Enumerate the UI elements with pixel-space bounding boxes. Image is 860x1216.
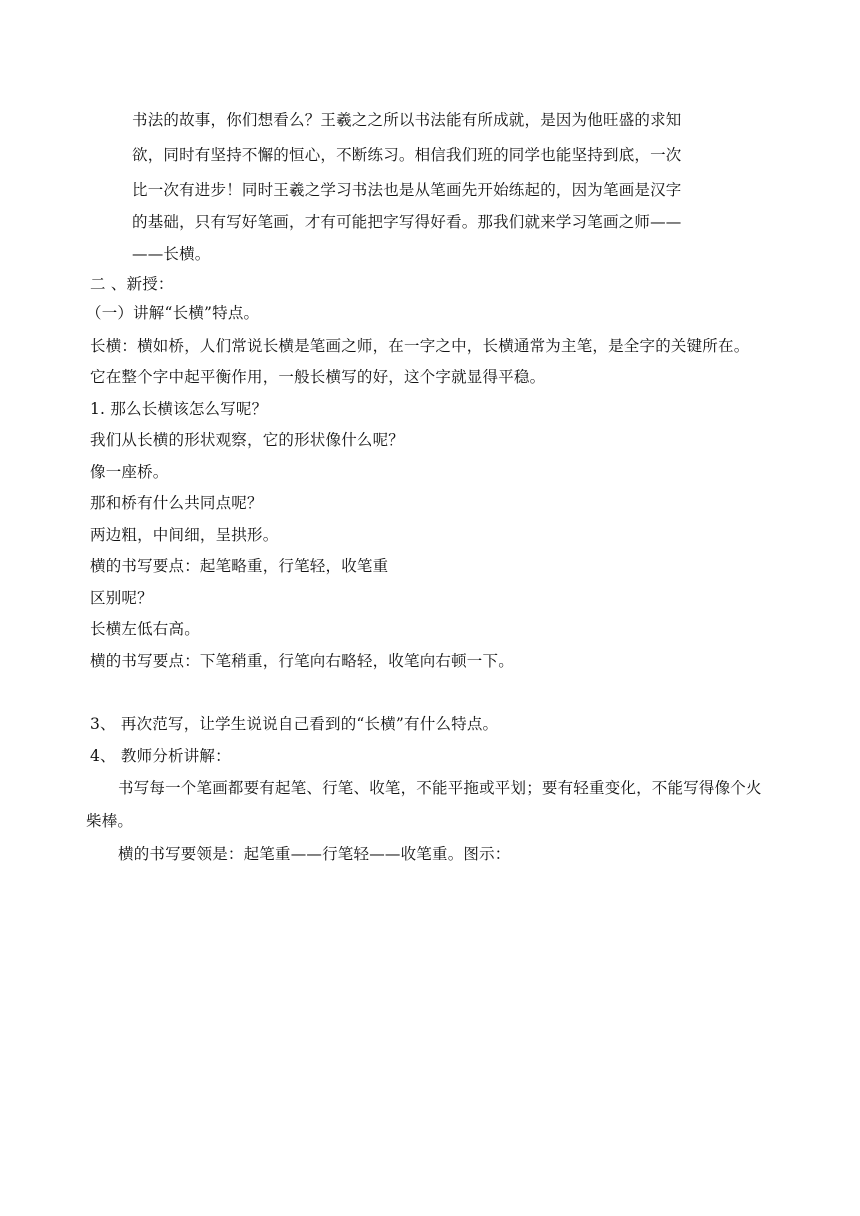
qa-line-8: 长横左低右高。	[90, 620, 200, 638]
qa-line-6: 横的书写要点：起笔略重，行笔轻，收笔重	[90, 557, 389, 575]
qa-line-4: 那和桥有什么共同点呢？	[90, 494, 263, 512]
intro-line-1: 书法的故事，你们想看么？王羲之之所以书法能有所成就，是因为他旺盛的求知	[132, 111, 682, 129]
qa-line-7: 区别呢？	[90, 589, 153, 607]
summary-line: 横的书写要领是：起笔重——行笔轻——收笔重。图示：	[118, 845, 511, 863]
intro-line-3: 比一次有进步！同时王羲之学习书法也是从笔画先开始练起的，因为笔画是汉字	[132, 181, 682, 199]
qa-line-3: 像一座桥。	[90, 463, 169, 481]
intro-line-2: 欲，同时有坚持不懈的恒心，不断练习。相信我们班的同学也能坚持到底，一次	[132, 146, 682, 164]
qa-line-9: 横的书写要点：下笔稍重，行笔向右略轻，收笔向右顿一下。	[90, 652, 514, 670]
step-4: 4、 教师分析讲解：	[90, 747, 231, 765]
analysis-line-1: 书写每一个笔画都要有起笔、行笔、收笔，不能平拖或平划；要有轻重变化，不能写得像个火	[118, 779, 762, 797]
section-heading: 二 、新授：	[90, 275, 174, 293]
intro-line-5: ——长横。	[132, 245, 211, 263]
intro-line-4: 的基础，只有写好笔画，才有可能把字写得好看。那我们就来学习笔画之师——	[132, 213, 682, 231]
subsection-heading: （一）讲解“长横”特点。	[86, 304, 260, 322]
definition-line-1: 长横：横如桥，人们常说长横是笔画之师，在一字之中，长横通常为主笔，是全字的关键所在。	[90, 337, 750, 355]
qa-line-5: 两边粗，中间细，呈拱形。	[90, 526, 279, 544]
definition-line-2: 它在整个字中起平衡作用，一般长横写的好，这个字就显得平稳。	[90, 368, 546, 386]
analysis-line-2: 柴棒。	[86, 812, 134, 830]
qa-line-2: 我们从长横的形状观察，它的形状像什么呢？	[90, 431, 405, 449]
qa-line-1: 1. 那么长横该怎么写呢？	[90, 400, 268, 418]
step-3: 3、 再次范写，让学生说说自己看到的“长横”有什么特点。	[90, 715, 499, 733]
